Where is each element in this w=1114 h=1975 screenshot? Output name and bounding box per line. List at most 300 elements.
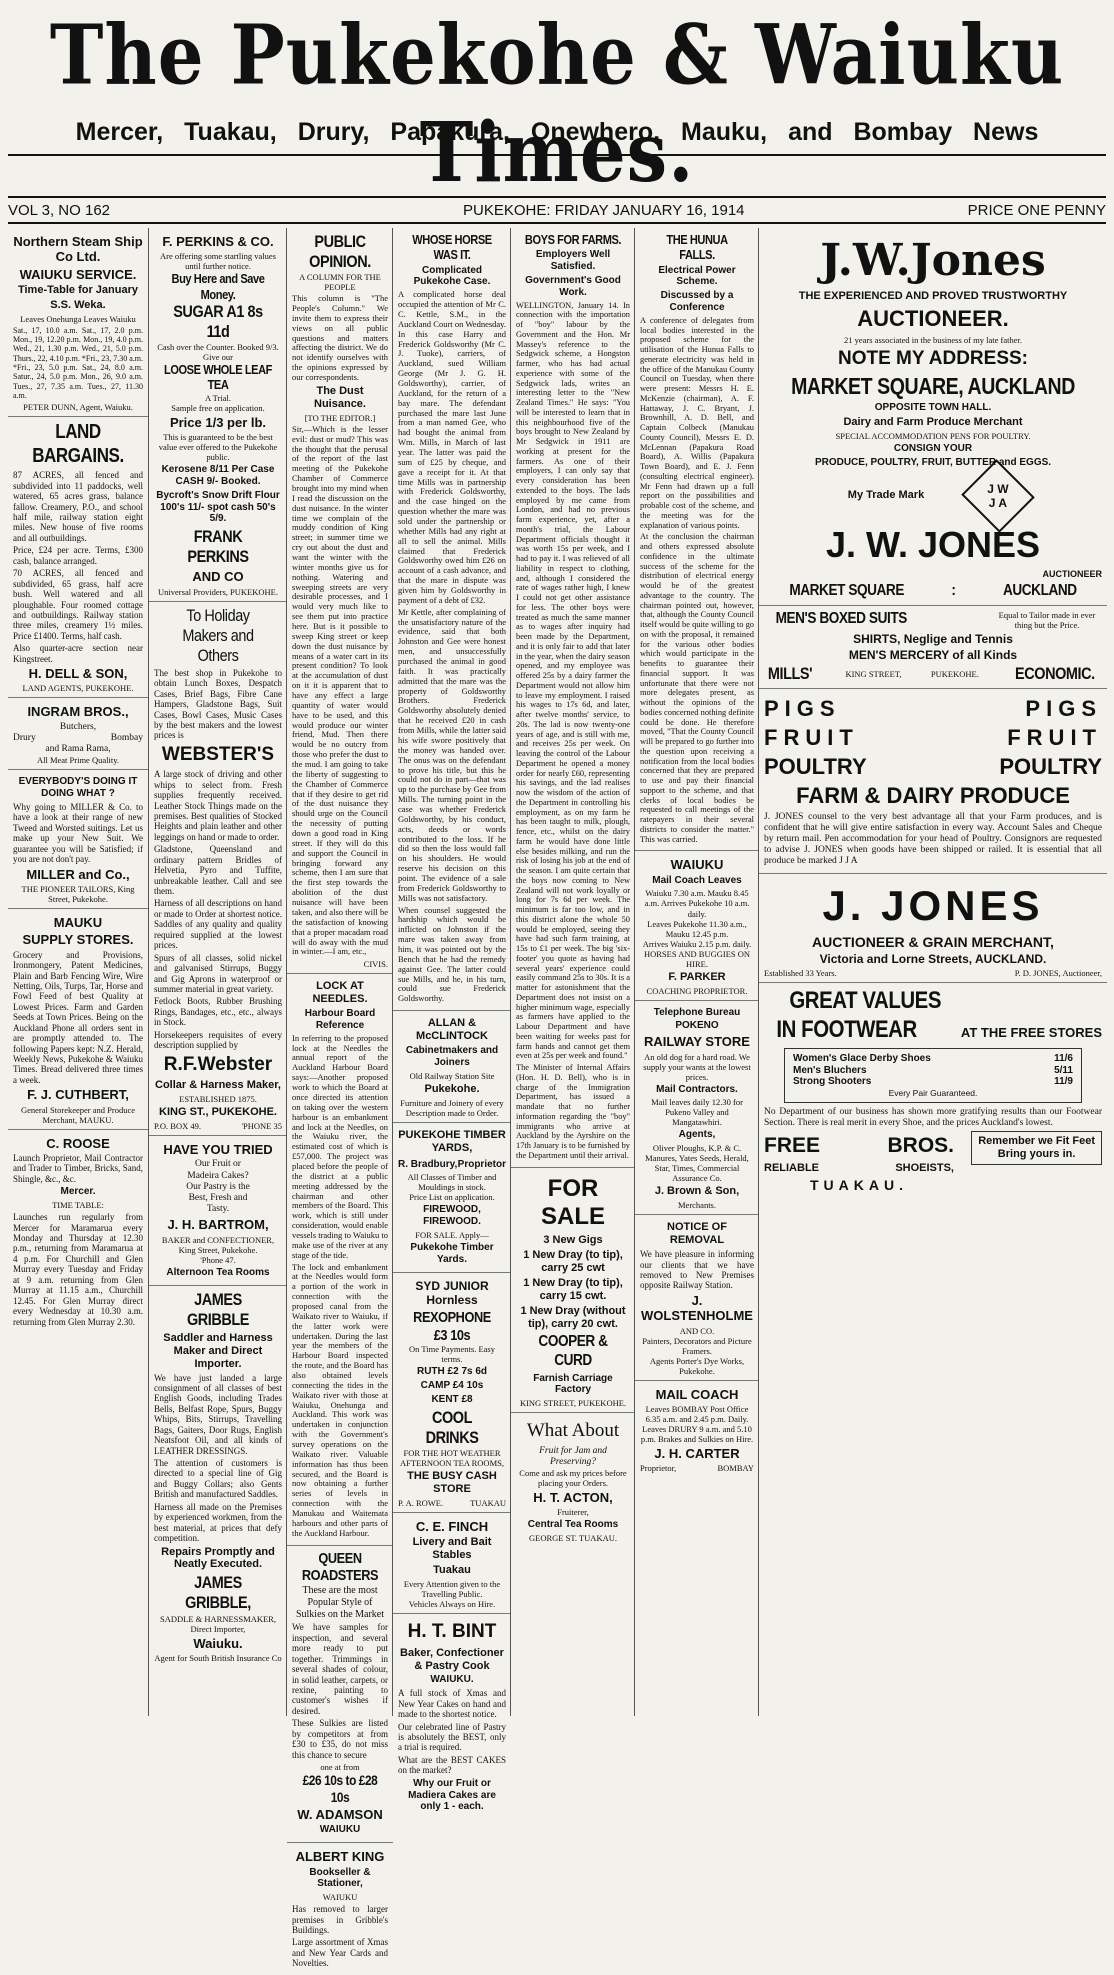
cuthbert-name: F. J. CUTHBERT, (27, 1087, 129, 1103)
free-bros-name (764, 1134, 954, 1159)
wolst-body: Painters, Decorators and Picture Framers. (642, 1335, 752, 1356)
opinion-sub: A COLUMN FOR THE PEOPLE (299, 272, 381, 293)
king-street: KING ST., PUKEKOHE. (159, 1106, 277, 1118)
mills-row (764, 664, 1102, 684)
for-sale-heading: FOR SALE (540, 1174, 605, 1230)
railway-store: RAILWAY STORE (644, 1034, 750, 1050)
coach-body: Leaves BOMBAY Post Office 6.35 a.m. and 2.45 p.m. Daily. (645, 1403, 749, 1424)
websters-name: WEBSTER'S (161, 743, 275, 765)
for-sale-apply: FOR SALE. Apply— (415, 1230, 489, 1241)
brown-name: J. Brown & Son, (654, 1185, 740, 1198)
guarantee: This is guaranteed to be the best value ever offered to the Pukekohe public. (158, 432, 278, 463)
mail-body-3: Arrives Waiuku 2.15 p.m. daily. (642, 938, 752, 949)
queen-heading: QUEEN ROADSTERS (301, 1549, 379, 1585)
finch-ad (393, 1513, 511, 1614)
mercer-body: Launches run regularly from Mercer for Maramarua every Monday and Thursday at 12.30 p.m., returning from Maramarua at 4 p.m. For Churchill and Glen Murray every Tuesday and Friday at 9 a.m. returning from Glen Murray at 11.15 a.m., Churchill 12.45. For Glen Murray direct every Wednesday at 10.30 a.m. returning from Glen Murray 2.30. (13, 1212, 143, 1327)
column-2 (148, 228, 287, 1716)
m-bluch: Men's Bluchers (793, 1064, 867, 1076)
rf-webster: R.F.Webster (163, 1053, 273, 1075)
jw-jones-sub: THE EXPERIENCED AND PROVED TRUSTWORTHY (798, 289, 1068, 302)
ingram-name: INGRAM BROS., (27, 704, 129, 720)
finch-name: C. E. FINCH (415, 1518, 489, 1534)
ingram-sub: Butchers, (59, 721, 97, 732)
poultry-row (764, 754, 1102, 780)
king-body: Has removed to larger premises in Gribble's Buildings. (292, 1904, 388, 1936)
roose-body: Launch Proprietor, Mail Contractor and Trader to Timber, Bricks, Sand, Shingle, &c., &c. (13, 1153, 143, 1184)
pokeno-ad (635, 1001, 759, 1216)
carter-sub: Proprietor, (640, 1463, 677, 1474)
free-bros-ad (759, 983, 1107, 1199)
boys-sub: Employers Well Satisfied. (535, 249, 611, 273)
for-sale-ad (511, 1168, 635, 1414)
gribble-name-2: JAMES GRIBBLE, (185, 1573, 251, 1613)
boys-body-2: The Minister of Internal Affairs (Hon. H. D. Bell), who is in charge of the Immigration Department, has issued a mandate that no further information regarding the "boy" immigrants who arrive at Auckland by the Ayrshire on the 17th January is to be furnished by the Department until their arrival. (516, 1063, 630, 1160)
masthead-rule (8, 154, 1106, 156)
opinion-intro: This column is "The People's Column." We invite them to express their views on all public questions and matters affecting the district. We do not identify ourselves with the opinions expressed by our correspondents. (292, 293, 388, 382)
finch-place: Tuakau (433, 1564, 471, 1577)
agent: PETER DUNN, Agent, Waiuku. (23, 402, 133, 413)
dust-to-editor: [TO THE EDITOR.] (304, 412, 376, 423)
insurance-agent: Agent for South British Insurance Co (154, 1652, 282, 1663)
boxed-row (764, 610, 1102, 630)
hunua-body: A conference of delegates from local bodies interested in the proposed scheme for the utilisation of the Hunua Falls to generate electricity was held in the office of the Manukau County Council on Tuesday, when there were present: Messrs H. E. McKenzie (chairman), A. F. Hattaway, J. C. Bryant, J. Brownhill, A. D. Bell, and Captain Colbeck (Manukau County Council), Messrs E. D. McLennan (Papakura Road Board), A. Willis (Papakura Town Board), and E. J. Fenn (consulting electrical engineer). Mr Fenn had drawn up a full report on the possibilities and probable cost of the scheme, and the meeting was for the explanation of various points. (640, 315, 754, 530)
gribble-body-2: The attention of customers is directed to a special line of Gig and Buggy Collars; also Gents British and manufactured Saddles. (154, 1458, 282, 1500)
trade-mark-text: J W J A (987, 481, 1009, 510)
phone: 'PHONE 35 (241, 1120, 282, 1131)
bint-body-3: What are the BEST CAKES on the market? (398, 1754, 506, 1776)
websters-body-4: Spurs of all classes, solid nickel and galvanised Stirrups, Buggy and Gig Aprons in waterproof or summer material in great variety. (154, 952, 282, 994)
boxed-suits: MEN'S BOXED SUITS (775, 610, 907, 628)
free: FREE (764, 1134, 821, 1158)
column-4 (392, 228, 511, 1813)
column-6 (634, 228, 759, 1716)
mail-body: Waiuku 7.30 a.m. Mauku 8.45 a.m. Arrives Pukekohe 10 a.m. daily. (644, 888, 750, 919)
sugar: SUGAR A1 8s 11d (173, 302, 263, 342)
land-offer-2: 70 ACRES, all fenced and subdivided, 65 grass, half acre bush. Well watered and all ploughable. Four roomed cottage and outbuildings. Railway station three miles, creamery 1½ miles. Price £1400. Terms, half cash. (13, 568, 143, 641)
great-values: GREAT VALUES (789, 987, 942, 1015)
cool-drinks: COOL DRINKS (425, 1407, 479, 1447)
hunua-body-2: At the conclusion the chairman and others expressed absolute confidence in the ultimate success of the scheme for the distribution of electrical energy would be of the greatest advantage to the country. The chairman pointed out, however, that, although the County Council itself would be quite willing to go on with the proposal, it remained for the various other bodies which would participate in the benefits to guarantee their financial support. It was unfortunate that there were not more delegates present, as without the opinions of the bodies concerned nothing definite could be done. He therefore moved, "That the County Council will be prepared to go further into the question upon receiving a notification from the local bodies concerned that they are prepared to use and pay their financial support to the scheme, and that clerks of local bodies be requested to call meetings of the ratepayers in their several districts to consider the matter." This was carried. (640, 532, 754, 844)
column-1 (8, 228, 148, 1716)
removal-body: We have pleasure in informing our clients that we have removed to New Premises opposite Railway Station. (640, 1249, 754, 1291)
jj-sub: AUCTIONEER & GRAIN MERCHANT, (812, 933, 1054, 950)
akl: AUCKLAND (1002, 581, 1077, 599)
parker-name: F. PARKER (668, 970, 726, 983)
timber-proprietor (398, 1157, 506, 1173)
price-list: Price List on application. (409, 1192, 495, 1203)
cool-sub: FOR THE HOT WEATHER (403, 1447, 501, 1458)
boys-heading: BOYS FOR FARMS. (524, 232, 622, 247)
produce: PRODUCE, POULTRY, FRUIT, BUTTER and EGGS. (814, 456, 1052, 468)
agents-body: Oliver Ploughs, K.P. & C. Manures, Yates Seeds, Herald, Star, Times, Commercial Assurance Co. (645, 1143, 749, 1184)
mail-c-body: Mail leaves daily 12.30 for Pukeno Valley and Mangatawhiri. (651, 1097, 743, 1128)
rexophone-ad (393, 1273, 511, 1513)
ms: MARKET SQUARE (789, 581, 904, 599)
allan-body: Furniture and Joinery of every Description made to Order. (400, 1097, 504, 1118)
jw-jones-title: J.W.Jones (820, 235, 1046, 286)
dray-3: 1 New Dray (without tip), carry 20 cwt. (520, 1304, 626, 1330)
lock-heading: LOCK AT NEEDLES. (312, 980, 368, 1006)
mauku-ad (8, 909, 148, 1130)
wolst-name: J. WOLSTENHOLME (641, 1292, 753, 1324)
mail-heading: Mail Coach Leaves (652, 874, 742, 886)
ruth: RUTH £2 7s 6d (416, 1366, 488, 1378)
boys-body: WELLINGTON, January 14. In connection with the importation of "boy" labour by the Government and the Hon. Mr Massey's reference to the Sedgwick scheme, a Hongston farmer, who has had actual experience with some of the Sedgwick lads, writes an interesting letter to the "New Zealand Times." He says: "You will be interested to learn that in this neighbourhood five of the boys brought to New Zealand by Mr Sedgwick in 1911 are working at present for the farmers. As one of their employers, I can only say that every consideration has been extended to the boys. The lads employed by me came from London, and had no previous farm experience, yet, after a month's trial, the Labour Department officials thought it was worth 15s per week, and I had to pay it. I was relieved of all liability in respect to clothing, and, although I considered the rate of wages rather high, I knew I could not get other assistance for less. The other boys were treated as much the same manner as to wages after inquiry had been made by the Department, and it is only fair to add that later in the year, when the dairy season opened, and my employee was offered 25s by a dairy farmer the Department would not allow him to leave my employment. I raised his wages to 17s 6d, and later, after twelve months' service, to 20s. The lad is now twenty-one years of age, and is still with me, and receives 25s per week. On leaving the control of the Labour Department he opened a money order for nearly £60, representing his savings, and the lad realises now the wisdom of the action of the Department in controlling his employment, as on my farm he has been taught to milk, plough, fence, etc., whilst on the dairy farm he would have done little else besides milking, and run the risk of losing his job at the end of the season. I am quite certain that the boys now coming to New Zealand will not work loyally or long for 7s 6d per week. The minimum is far too low, and in this district alone the whole 50 would be employed, seeing they have had such farm training, at 15s to £1 per week. The big 'six-footer' you quote as having had several years' experience could easily command 25s to 30s. It is a matter for astonishment that the Department does not insist on a higher minimum wage, especially as farmers have applied to the Labour Department and have been waiting for weeks past for farm hands and cannot get them even at 25s per week and found." (516, 300, 630, 1061)
tried-5: Tasty. (206, 1204, 230, 1215)
free-bros-row (764, 1131, 1102, 1195)
rowe: P. A. ROWE. (398, 1497, 444, 1508)
column-7 (758, 228, 1107, 1716)
cooper-curd: COOPER & CURD (538, 1332, 608, 1369)
lock-body-2: The lock and embankment at the Needles would form a portion of the work in connection with the proposed canal from the Waikato river to Waiuku, if the latter work were undertaken. During the last year the members of the Harbour Board inspected the route, and the Board has also obtained levels connecting the tides in the Waikato river with those at Waiuku, Onehunga and Auckland. This work was undertaken in conjunction with the Government's survey operations on the Waikato river. Valuable information has thus been secured, and the Board is now obtaining a further series of levels in connection with the Manukau and Waitemata harbours and other parts of the Auckland Harbour. (292, 1261, 388, 1538)
tried-2: Madeira Cakes? (187, 1170, 249, 1181)
bring: Bring yours in. (997, 1148, 1076, 1161)
buy-here: Buy Here and Save Money. (171, 271, 265, 302)
consign-body: J. JONES counsel to the very best advantage all that your Farm produces, and is confident that he will give entire satisfaction in every way. Account Sales and Cheque by return mail. Pen accommodation for your head of Poultry. Consignors are requested to advise J. JONES when goods have been shipped or railed. It is essential that all produce be marked J J A (764, 811, 1102, 866)
cool-sub-2: AFTERNOON TEA ROOMS, (400, 1457, 504, 1468)
everybody-heading: EVERYBODY'S DOING IT DOING WHAT ? (18, 776, 138, 800)
king-place: WAIUKU (322, 1892, 358, 1903)
jw-jones-ad (759, 228, 1107, 606)
timetable-heading: Time-Table for January (17, 283, 139, 296)
roose-name: C. ROOSE (46, 1135, 110, 1151)
gribble-waiuku: Waiuku. (193, 1635, 243, 1651)
allan-sub: Cabinetmakers and Joiners (405, 1045, 499, 1068)
ingram-ad (8, 698, 148, 770)
cuthbert-sub: General Storekeeper and Produce Merchant, MAUKU. (21, 1104, 135, 1125)
column-5 (510, 228, 635, 1716)
new-gigs: 3 New Gigs (543, 1234, 603, 1247)
volume-number: VOL 3, NO 162 (8, 202, 110, 219)
bint-name: H. T. BINT (407, 1621, 497, 1643)
service-name: WAIUKU SERVICE. (19, 266, 137, 282)
everybody-body: Why going to MILLER & Co. to have a look at their range of new Tweed and Worsted suitings. Let us make up your New Suit. We guarantee you will be Satisfied; if you are not don't pay. (13, 802, 143, 865)
roose-ad (8, 1130, 148, 1333)
horse-body-2: Mr Kettle, after complaining of the unsatisfactory nature of the evidence, said that both Johnston and Gee were honest men, and unsuccessfully purchased the animal in good faith. It was practically admitted that the mare was the property of Goldsworthy Brothers. Frederick Goldsworthy absolutely denied that he received £20 in cash from Mills, while the latter said his wife swore positively that the money was handed over. The onus was on the defendant to prove his title, but this he could not do in part—that was up to the purchase by Gee from Mills. The turning point in the case was whether Frederick Goldsworthy, by his conduct, acts, deeds or words contributed to the loss. If he did so then the loss would fall on his shoulders. He would reserve his decision on this point. The evidence of a sale from Frederick Goldsworthy to Mills was not satisfactory. (398, 606, 506, 903)
civis: CIVIS. (363, 959, 388, 970)
land-offer-1-price: Price, £24 per acre. Terms, £300 cash, balance arranged. (13, 545, 143, 566)
land-offer-1: 87 ACRES, all fenced and subdivided into 11 paddocks, well watered, 65 acres grass, balance fallow. Creamery, P.O., and school half mile, railway station eight miles. New house of five rooms and all outbuildings. (13, 470, 143, 543)
parker-sub: COACHING PROPRIETOR. (646, 985, 748, 996)
note-address: NOTE MY ADDRESS: (837, 347, 1029, 369)
hire: HORSES AND BUGGIES ON HIRE. (643, 948, 751, 969)
websters-body-2: Gladstone, Queensland and ordinary pattern Bridles of Helvetia, Pyro and Tuffite, unbreakable leather. Call and see them. (154, 844, 282, 897)
j-jones-ad (759, 874, 1107, 983)
bluchers-row (793, 1065, 1073, 1077)
what-about: What About (526, 1420, 620, 1442)
carter-line (640, 1463, 754, 1473)
agents: Agents, (678, 1129, 716, 1141)
tried-heading: HAVE YOU TRIED (163, 1141, 273, 1157)
place-drury: Drury (13, 733, 36, 744)
queen-body: We have samples for inspection, and several more ready to put together. Trimmings in several shades of colour, in solid leather, carpets, or rexine, painting to customer's wishes if desired. (292, 1622, 388, 1716)
hunua-sub: Electrical Power Scheme. (658, 264, 736, 288)
acton-sub-2: Central Tea Rooms (527, 1519, 619, 1531)
tried-1: Our Fruit or (195, 1159, 241, 1170)
bint-ad (393, 1614, 511, 1819)
merchants: Merchants. (677, 1200, 716, 1211)
farm-dairy: FARM & DAIRY PRODUCE (796, 782, 1070, 808)
dell-sub: LAND AGENTS, PUKEKOHE. (22, 683, 134, 694)
bros: BROS. (887, 1134, 954, 1158)
horse-body: A complicated horse deal occupied the attention of Mr C. C. Kettle, S.M., in the Auckland Court on Wednesday. In this case Harry and Frederick Goldsworthy (Mr C. J. Tuoke), carriers, of Auckland, sued William George (Mr J. G. H. Goldsworthy), carrier, of Auckland, for the return of a bay mare. The defendant purchased the mare last June from a man named Gee, who had bought the animal from Wm. Mills, in March of last year. The latter was paid the sum of £25 by cheque, and gave a receipt for it. At that time Mills was in partnership with Frederick Goldsworthy, and the case hinged on the question whether the mare was sold under the partnership or whether Mills had any right at all to sell the animal. Mills claimed that Frederick Goldsworthy owed him £26 on account of a cash advance, and that the mare in dispute was given him by Goldsworthy in payment of a debt of £32. (398, 289, 506, 605)
mercery: MEN'S MERCERY of all Kinds (848, 647, 1018, 662)
rf-webster-sub: Collar & Harness Maker, (155, 1079, 281, 1092)
bint-body: A full stock of Xmas and New Year Cakes on hand and made to the shortest notice. (398, 1688, 506, 1720)
jj-est: Established 33 Years. (764, 968, 837, 979)
fruit-right: FRUIT (1007, 725, 1102, 751)
gribble-body: We have just landed a large consignment of all classes of best English Goods, including Trades Bells, Belfast Rope, Spurs, Buggy Whips, Bits, Stirrups, Travelling Bags, Gaiters, Door Rugs, English Neatsfoot Oil, and all kinds of LEATHER DRESSINGS. (154, 1372, 282, 1456)
universal: Universal Providers, PUKEKOHE. (158, 586, 278, 597)
steamship-heading: Northern Steam Ship Co Ltd. (13, 234, 143, 265)
tried-3: Our Pastry is the (186, 1181, 250, 1192)
removal-heading: NOTICE OF REMOVAL (667, 1221, 727, 1247)
strong: Strong Shooters (793, 1076, 872, 1088)
firewood: FIREWOOD, FIREWOOD. (423, 1204, 481, 1228)
miller-ad (8, 770, 148, 909)
s-price: 11/9 (1054, 1076, 1073, 1088)
bartrom-phone: 'Phone 47. (200, 1254, 236, 1265)
masthead (0, 0, 1114, 200)
dell-name: H. DELL & SON, (28, 666, 128, 682)
opinion-heading: PUBLIC OPINION. (309, 232, 371, 272)
footwear: IN FOOTWEAR (776, 1015, 917, 1043)
harbour-sub: Harbour Board Reference (304, 1008, 376, 1031)
perkins-sub: Are offering some startling values until further notice. (160, 251, 276, 272)
livery: Livery and Bait Stables (412, 1536, 492, 1562)
dept: No Department of our business has shown more gratifying results than our Footwear Section. There is real merit in every Shoe, and the prices Auckland's lowest. (764, 1107, 1102, 1129)
market-row (789, 582, 1076, 601)
afternoon-tea: Alternoon Tea Rooms (166, 1266, 270, 1278)
reliable-row (764, 1162, 954, 1175)
sample: Sample free on application. (171, 402, 265, 413)
remember-box (971, 1131, 1102, 1165)
wolstenholme-ad (635, 1215, 759, 1380)
auctioneer: AUCTIONEER. (857, 305, 1009, 331)
pair: Every Pair Guaranteed. (888, 1088, 978, 1099)
miller-sub: THE PIONEER TAILORS, King Street, Pukekohe. (21, 883, 135, 904)
mail-body-2: Leaves Pukekohe 11.30 a.m., Mauku 12.45 p.m. (647, 918, 747, 939)
holiday-heading: To Holiday Makers and Others (182, 605, 254, 665)
miller-name: MILLER and Co., (26, 866, 130, 882)
queen-roadsters-ad (287, 1546, 393, 1844)
gribble-sub: Saddler and Harness Maker and Direct Importer. (163, 1331, 273, 1370)
gribble-ad (149, 1286, 287, 1667)
railway-body: An old dog for a hard road. We supply your wants at the lowest prices. (643, 1051, 751, 1082)
schedule-heading: Leaves Onehunga Leaves Waiuku (20, 313, 136, 324)
allan-name: ALLAN & McCLINTOCK (416, 1017, 488, 1043)
jw-auc: AUCTIONEER (1042, 569, 1102, 580)
about-body-2: Come and ask my prices before placing your Orders. (519, 1468, 627, 1489)
pens: SPECIAL ACCOMMODATION PENS FOR POULTRY. (835, 431, 1031, 442)
gribble-body-3: Harness all made on the Premises by experienced workmen, from the best material, at prices that defy competition. (154, 1501, 282, 1544)
pigs-left: PIGS (764, 696, 841, 722)
m-price: 5/11 (1054, 1064, 1073, 1076)
jj-name: P. D. JONES, Auctioneer, (1014, 968, 1102, 979)
lock-article (287, 974, 393, 1545)
king-ad (287, 1843, 393, 1975)
column-3 (286, 228, 393, 1969)
perkins-name: F. PERKINS & CO. (162, 234, 274, 249)
kerosene: Kerosene 8/11 Per Case CASH 9/- Booked. (161, 464, 275, 487)
give-our: Give our (203, 352, 233, 363)
rexophone: REXOPHONE £3 10s (413, 1308, 491, 1344)
poultry-right: POULTRY (999, 754, 1102, 779)
bint-sub: Baker, Confectioner & Pastry Cook (400, 1646, 504, 1672)
free-tuakau: TUAKAU. (810, 1177, 908, 1194)
allan-ad (393, 1011, 511, 1123)
place-rama: and Rama Rama, (45, 744, 111, 755)
ship-name: S.S. Weka. (50, 298, 106, 311)
finch-body-2: Vehicles Always on Hire. (408, 1599, 496, 1610)
opposite: OPPOSITE TOWN HALL. (874, 402, 992, 414)
trade-mark-icon (961, 459, 1035, 533)
adamson-name: W. ADAMSON (297, 1807, 383, 1823)
land-offer-3: Also quarter-acre section near Kingstreet. (13, 643, 143, 664)
reliable: RELIABLE (764, 1162, 819, 1175)
established: ESTABLISHED 1875. (179, 1093, 257, 1104)
hunua-heading: THE HUNUA FALLS. (666, 232, 728, 263)
dray-1: 1 New Dray (to tip), carry 25 cwt (523, 1249, 623, 1275)
schedule: Sat., 17, 10.0 a.m. Sat., 17, 2.0 p.m. Mon., 19, 12.20 p.m. Mon., 19, 4.0 p.m. Wed., 21, 1.30 p.m. Wed., 21, 5.0 p.m. Thurs., 22, 4.10 p.m. *Fri., 23, 7.30 a.m. *Fri., 23, 5.0 p.m. Sat., 24, 8.0 a.m. Satur., 24, 5.0 p.m. Mon., 26, 9.0 a.m. Tues., 27, 7.35 a.m. Tues., 27, 11.30 a.m. (13, 325, 143, 400)
king-name: ALBERT KING (295, 1849, 385, 1865)
price: PRICE ONE PENNY (967, 202, 1106, 219)
w-shoes: Women's Glace Derby Shoes (793, 1052, 931, 1064)
w-price: 11/6 (1054, 1052, 1073, 1064)
price-list-box (784, 1048, 1082, 1103)
acton-sub: Fruiterer, (557, 1507, 589, 1518)
dust-heading: The Dust Nuisance. (314, 384, 366, 410)
camp: CAMP £4 10s (420, 1380, 484, 1392)
trade-mark-label: My Trade Mark (847, 489, 925, 502)
mills-ad (759, 606, 1107, 689)
carter-place: BOMBAY (717, 1463, 754, 1474)
mills-puke: PUKEKOHE. (930, 669, 979, 680)
timber-ad (393, 1123, 511, 1273)
rowe-place: TUAKAU (470, 1497, 506, 1508)
websters-body: A large stock of driving and other whips to select from. Fresh supplies frequently received. Leather Stock Things made on the premises. Best qualities of Stocked Heights and plain leather and other leggings on hand or made to order. (154, 769, 282, 842)
newspaper-title: The Pukekohe & Waiuku Times. (49, 5, 1065, 201)
horse-article (393, 228, 511, 1011)
jw-jones-2: J. W. JONES (825, 523, 1041, 565)
kent: KENT £8 (431, 1393, 473, 1405)
carter-name: J. H. CARTER (654, 1446, 740, 1462)
colon: : (951, 581, 956, 599)
pigs-right: PIGS (1025, 696, 1102, 722)
mills-king: KING STREET, (845, 669, 902, 680)
consign: CONSIGN YOUR (893, 443, 973, 455)
dateline-bottom-rule (8, 222, 1106, 224)
cooper-place: KING STREET, PUKEKOHE. (519, 1398, 627, 1409)
public-opinion (287, 228, 393, 974)
trade-mark-row (764, 471, 1102, 521)
acton-place: GEORGE ST. TUAKAU. (529, 1533, 617, 1544)
queen-sub: These are the most Popular Style of Sulkies on the Market (295, 1584, 385, 1620)
acton-ad (511, 1413, 635, 1547)
footwear-row (764, 1016, 1102, 1044)
allan-place: Pukekohe. (424, 1082, 480, 1095)
economic: ECONOMIC. (1015, 664, 1095, 684)
newspaper-subtitle: Mercer, Tuakau, Drury, Papakura, Onewhero, Mauku, and Bombay News (75, 118, 1039, 146)
mills: MILLS' (767, 664, 813, 684)
ingram-places (13, 733, 143, 744)
boys-sub-2: Government's Good Work. (525, 274, 621, 298)
horse-heading: WHOSE HORSE WAS IT. (412, 232, 492, 263)
shoeists: SHOEISTS, (895, 1162, 954, 1175)
holiday-body: The best shop in Pukekohe to obtain Lunch Boxes, Despatch Cases, Brief Bags, Fibre Cane Hampers, Gladstone Bags, Suit Cases, Bowl Cases, Music Cases by the best makers and the lowest prices is (154, 667, 282, 741)
bint-place: WAIUKU. (430, 1674, 474, 1686)
king-body-2: Large assortment of Xmas and New Year Cards and Novelties. (292, 1937, 388, 1969)
bartrom-ad (149, 1136, 287, 1286)
jj-line (764, 968, 1102, 978)
dust-body: Sir,—Which is the lesser evil: dust or mud? This was the thought that the perusal of the report of the last meeting of the Pukekohe Chamber of Commerce brought into my mind when I read the discussion on the dust nuisance. In the winter time we complain of the muddy condition of King street; in summer time we cry out about the dust and want the winter with the winter months give us for nothing. Watering and sweeping streets are very desirable processes, and I would very much like to see them put into practice here. But is it possible to sweep King street or keep down the dust nuisance by means of a water cart in its present condition? To look at the accumulation of dust on it it is apparent that to have any effect a large quantity of water would have to be used, and this would produce our winter friend, Mud. Then there would be no outcry from those who prefer the dust to the mud. I am going to take the liberty of suggesting to the Chamber of Commerce that if they desire to get rid of the dust nuisance they should urge on the Council the necessity of putting down a good road in King street. If they will do this and support the Council in bringing forward any scheme, then I am sure that the first step towards the abolition of the dust nuisance will have been taken, and also there will be the satisfaction of knowing that a proper macadam road will do away with the mud in winter.—I am, etc., (292, 423, 388, 957)
dairy: Dairy and Farm Produce Merchant (843, 416, 1023, 429)
timber-heading: PUKEKOHE TIMBER YARDS, (398, 1128, 506, 1154)
rowe-line (398, 1498, 506, 1508)
adamson-place: WAIUKU (319, 1824, 361, 1836)
years: 21 years associated in the business of my late father. (844, 334, 1022, 345)
loose-leaf-tea: LOOSE WHOLE LEAF TEA (163, 362, 273, 393)
supply-heading: SUPPLY STORES. (22, 932, 134, 948)
mail-contractors: Mail Contractors. (656, 1083, 738, 1095)
waiuku-heading: WAIUKU (670, 857, 724, 873)
shirts: SHIRTS, Neglige and Tennis (853, 631, 1013, 646)
mercer-timetable: TIME TABLE: (52, 1200, 104, 1211)
supply-body: Grocery and Provisions, Ironmongery, Patent Medicines, Plain and Barb Fencing Wire, Wire Netting, Oils, Turps, Tar, Horse and Fowl Feed of best Quality at Lowest Prices. Farm and Garden Seeds at Town Prices. Being on the Auckland Phone all orders sent in are promptly attended to. The following Papers kept: N.Z. Herald, Weekly News, Pukekohe & Waiuku Times. Bread delivered three times a week. (13, 949, 143, 1085)
produce-ad (759, 689, 1107, 874)
wolst-sub: AND CO. (679, 1325, 715, 1336)
gribble-name: JAMES GRIBBLE (186, 1289, 250, 1329)
websters-body-6: Horsekeepers requisites of every description supplied by (154, 1029, 282, 1051)
po-box: P.O. BOX 49. (154, 1120, 201, 1131)
strong-row (793, 1076, 1073, 1088)
ingram-note: All Meat Prime Quality. (36, 755, 120, 766)
timber-body: All Classes of Timber and Mouldings in stock. (407, 1172, 497, 1193)
about-body: Fruit for Jam and Preserving? (539, 1445, 607, 1467)
carter-ad (635, 1381, 759, 1478)
gribble-sub-2: SADDLE & HARNESSMAKER, Direct Importer, (160, 1613, 276, 1634)
pokeno: POKENO (675, 1020, 719, 1032)
steamship-ad (8, 228, 148, 417)
horse-sub: Complicated Pukekohe Case. (413, 264, 491, 288)
fruit-row (764, 725, 1102, 751)
bint-body-2: Our celebrated line of Pastry is absolutely the BEST, only a trial is required. (398, 1721, 506, 1753)
allan-sub-2: Old Railway Station Site (409, 1070, 495, 1081)
acton-name: H. T. ACTON, (533, 1490, 613, 1506)
boys-article (511, 228, 635, 1168)
tea-price: Price 1/3 per lb. (169, 414, 267, 430)
repairs: Repairs Promptly and Neatly Executed. (161, 1545, 275, 1571)
busy-cash-store: THE BUSY CASH STORE (407, 1469, 497, 1495)
queen-body-2: These Sulkies are listed by competitors at from £30 to £35, do not miss this chance to secure (292, 1718, 388, 1760)
bartrom-sub: BAKER and CONFECTIONER, King Street, Pukekohe. (161, 1234, 275, 1255)
place-date: PUKEKOHE: FRIDAY JANUARY 16, 1914 (463, 202, 745, 219)
bradbury: R. Bradbury, (398, 1158, 458, 1170)
trial: A Trial. (205, 392, 231, 403)
dateline (8, 200, 1106, 222)
market-square: MARKET SQUARE, AUCKLAND (791, 373, 1075, 400)
rex-sub: On Time Payments. Easy terms. (409, 1344, 495, 1365)
cooper-sub: Farnish Carriage Factory (533, 1372, 613, 1396)
place-bombay: Bombay (110, 733, 143, 744)
webster-ad (149, 602, 287, 1136)
bartrom-name: J. H. BARTROM, (167, 1217, 269, 1233)
horse-body-3: When counsel suggested the hardship which would be inflicted on Johnston if the mare was taken away from him, it was pointed out by the Bench that he had the remedy against Gee. The latter could sue Mills, and he, in his turn, could sue Frederick Goldsworthy. (398, 904, 506, 1004)
mercer-heading: Mercer. (60, 1186, 96, 1198)
jj-addr: Victoria and Lorne Streets, AUCKLAND. (819, 952, 1047, 967)
telephone-bureau: Telephone Bureau (653, 1006, 741, 1018)
wolst-body-2: Agents Porter's Dye Works, Pukekohe. (649, 1355, 745, 1376)
